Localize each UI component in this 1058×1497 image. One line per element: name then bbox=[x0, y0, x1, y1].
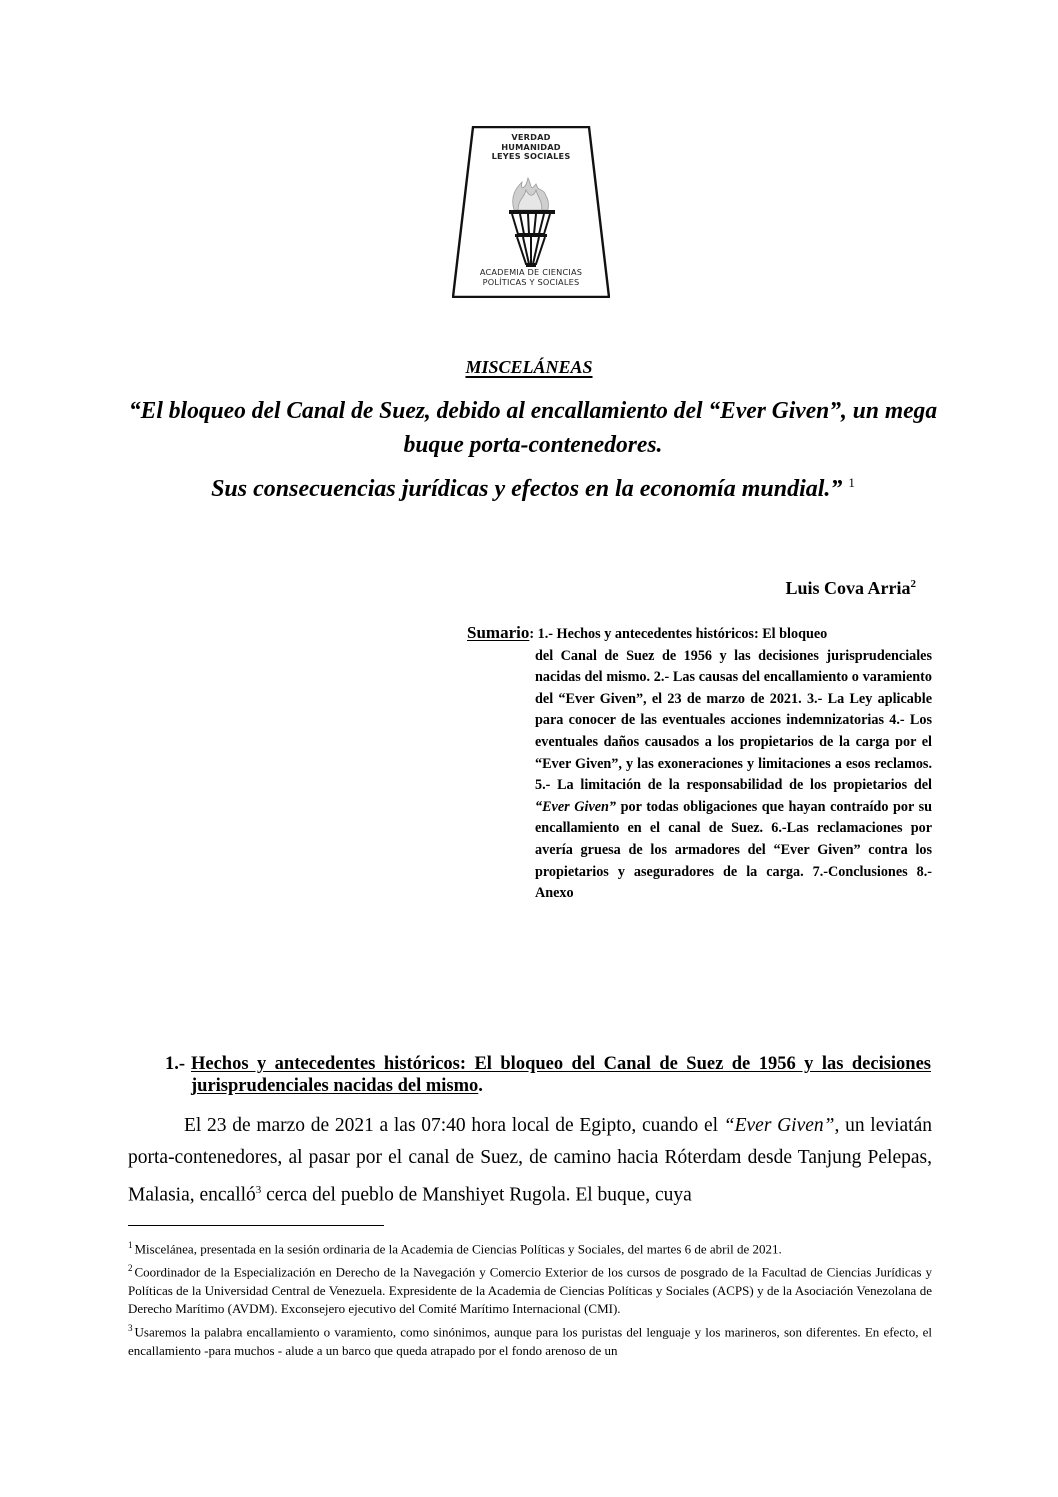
footnotes bbox=[128, 1236, 932, 1361]
footnote-item bbox=[128, 1236, 932, 1259]
footnote-ref[interactable]: 3 bbox=[255, 1184, 262, 1196]
logo-motto-line: LEYES SOCIALES bbox=[491, 151, 571, 161]
summary-ship-name: “Ever Given” bbox=[535, 798, 617, 815]
author bbox=[785, 578, 916, 599]
logo-institution-line: ACADEMIA DE CIENCIAS bbox=[479, 267, 583, 277]
author-name: Luis Cova Arria bbox=[785, 578, 911, 598]
logo-institution bbox=[452, 268, 610, 287]
footnote-item bbox=[128, 1259, 932, 1319]
body-text: El 23 de marzo de 2021 a las 07:40 hora local de Egipto, cuando el bbox=[184, 1115, 724, 1136]
footnote-text: Coordinador de la Especialización en Derecho de la Navegación y Comercio Exterior de los cursos de posgrado de la Facultad de Ciencias Jurídicas y Políticas de la Universidad Central de Venezuela. Expresidente de la Academia de Ciencias Políticas y Sociales (ACPS) y de la Asociación Venezolana de Derecho Marítimo (AVDM). Exconsejero ejecutivo del Comité Marítimo Internacional (CMI). bbox=[128, 1264, 932, 1317]
subtitle-text: Sus consecuencias jurídicas y efectos en la economía mundial.” bbox=[211, 476, 843, 502]
summary-first-text: : 1.- Hechos y antecedentes históricos: El bloqueo bbox=[529, 626, 828, 642]
logo-motto bbox=[452, 133, 610, 162]
footnote-text: Usaremos la palabra encallamiento o varamiento, como sinónimos, aunque para los puristas del lenguaje y los marineros, son diferentes. En efecto, el encallamiento -para muchos - alude a un barco que queda atrapado por el fondo arenoso de un bbox=[128, 1324, 932, 1358]
body-paragraph bbox=[128, 1110, 932, 1212]
summary-first-line bbox=[467, 622, 932, 646]
footnote-text: Miscelánea, presentada en la sesión ordinaria de la Academia de Ciencias Políticas y Sociales, del martes 6 de abril de 2021. bbox=[134, 1241, 782, 1257]
footnote-separator bbox=[128, 1225, 384, 1226]
summary-text-part: por todas obligaciones que hayan contraído por su encallamiento en el canal de Suez. 6.-Las reclamaciones por avería gruesa de los armadores del “Ever Given” contra los propietarios y aseguradores de la carga. 7.-Conclusiones 8.-Anexo bbox=[535, 798, 932, 902]
academy-logo bbox=[452, 126, 610, 298]
section-title-period: . bbox=[478, 1076, 483, 1096]
summary-block bbox=[467, 622, 932, 905]
section-title-text: Hechos y antecedentes históricos: El bloqueo del Canal de Suez de 1956 y las decisiones jurisprudenciales nacidas del mismo bbox=[191, 1054, 931, 1096]
footnote-item bbox=[128, 1319, 932, 1361]
logo-motto-line: VERDAD bbox=[511, 132, 551, 142]
footnote-ref[interactable]: 2 bbox=[910, 578, 916, 590]
document-title: “El bloqueo del Canal de Suez, debido al encallamiento del “Ever Given”, un mega buque porta-contenedores. bbox=[128, 398, 938, 458]
logo-institution-line: POLÍTICAS Y SOCIALES bbox=[482, 276, 580, 287]
footnote-number: 3 bbox=[128, 1323, 133, 1334]
footnote-ref[interactable]: 1 bbox=[848, 475, 855, 490]
summary-label: Sumario bbox=[467, 623, 530, 642]
footnote-number: 1 bbox=[128, 1240, 133, 1250]
section-number: 1.- bbox=[165, 1054, 186, 1074]
section-heading bbox=[165, 1053, 931, 1097]
footnote-number: 2 bbox=[128, 1262, 133, 1273]
document-subtitle bbox=[120, 468, 946, 504]
category-heading: MISCELÁNEAS bbox=[465, 357, 593, 377]
body-text: cerca del pueblo de Manshiyet Rugola. El buque, cuya bbox=[261, 1184, 692, 1206]
summary-text bbox=[467, 646, 932, 905]
body-ship-name: “Ever Given” bbox=[723, 1115, 835, 1136]
body-text: , un leviatán porta-contenedores, al pasar por el canal de Suez, de camino hacia Róterdam desde Tanjung Pelepas, Malasia, encalló bbox=[128, 1115, 933, 1206]
logo-motto-line: HUMANIDAD bbox=[501, 141, 561, 152]
section-title bbox=[165, 1053, 931, 1097]
summary-text-part: del Canal de Suez de 1956 y las decisiones jurisprudenciales nacidas del mismo. 2.- Las causas del encallamiento o varamiento del “Ever Given”, el 23 de marzo de 2021. 3.- La Ley aplicable para conocer de las eventuales acciones indemnizatorias 4.- Los eventuales daños causados a los propietarios de la carga por el “Ever Given”, y las exoneraciones y limitaciones a esos reclamos. 5.- La limitación de la responsabilidad de los propietarios del bbox=[535, 647, 932, 794]
